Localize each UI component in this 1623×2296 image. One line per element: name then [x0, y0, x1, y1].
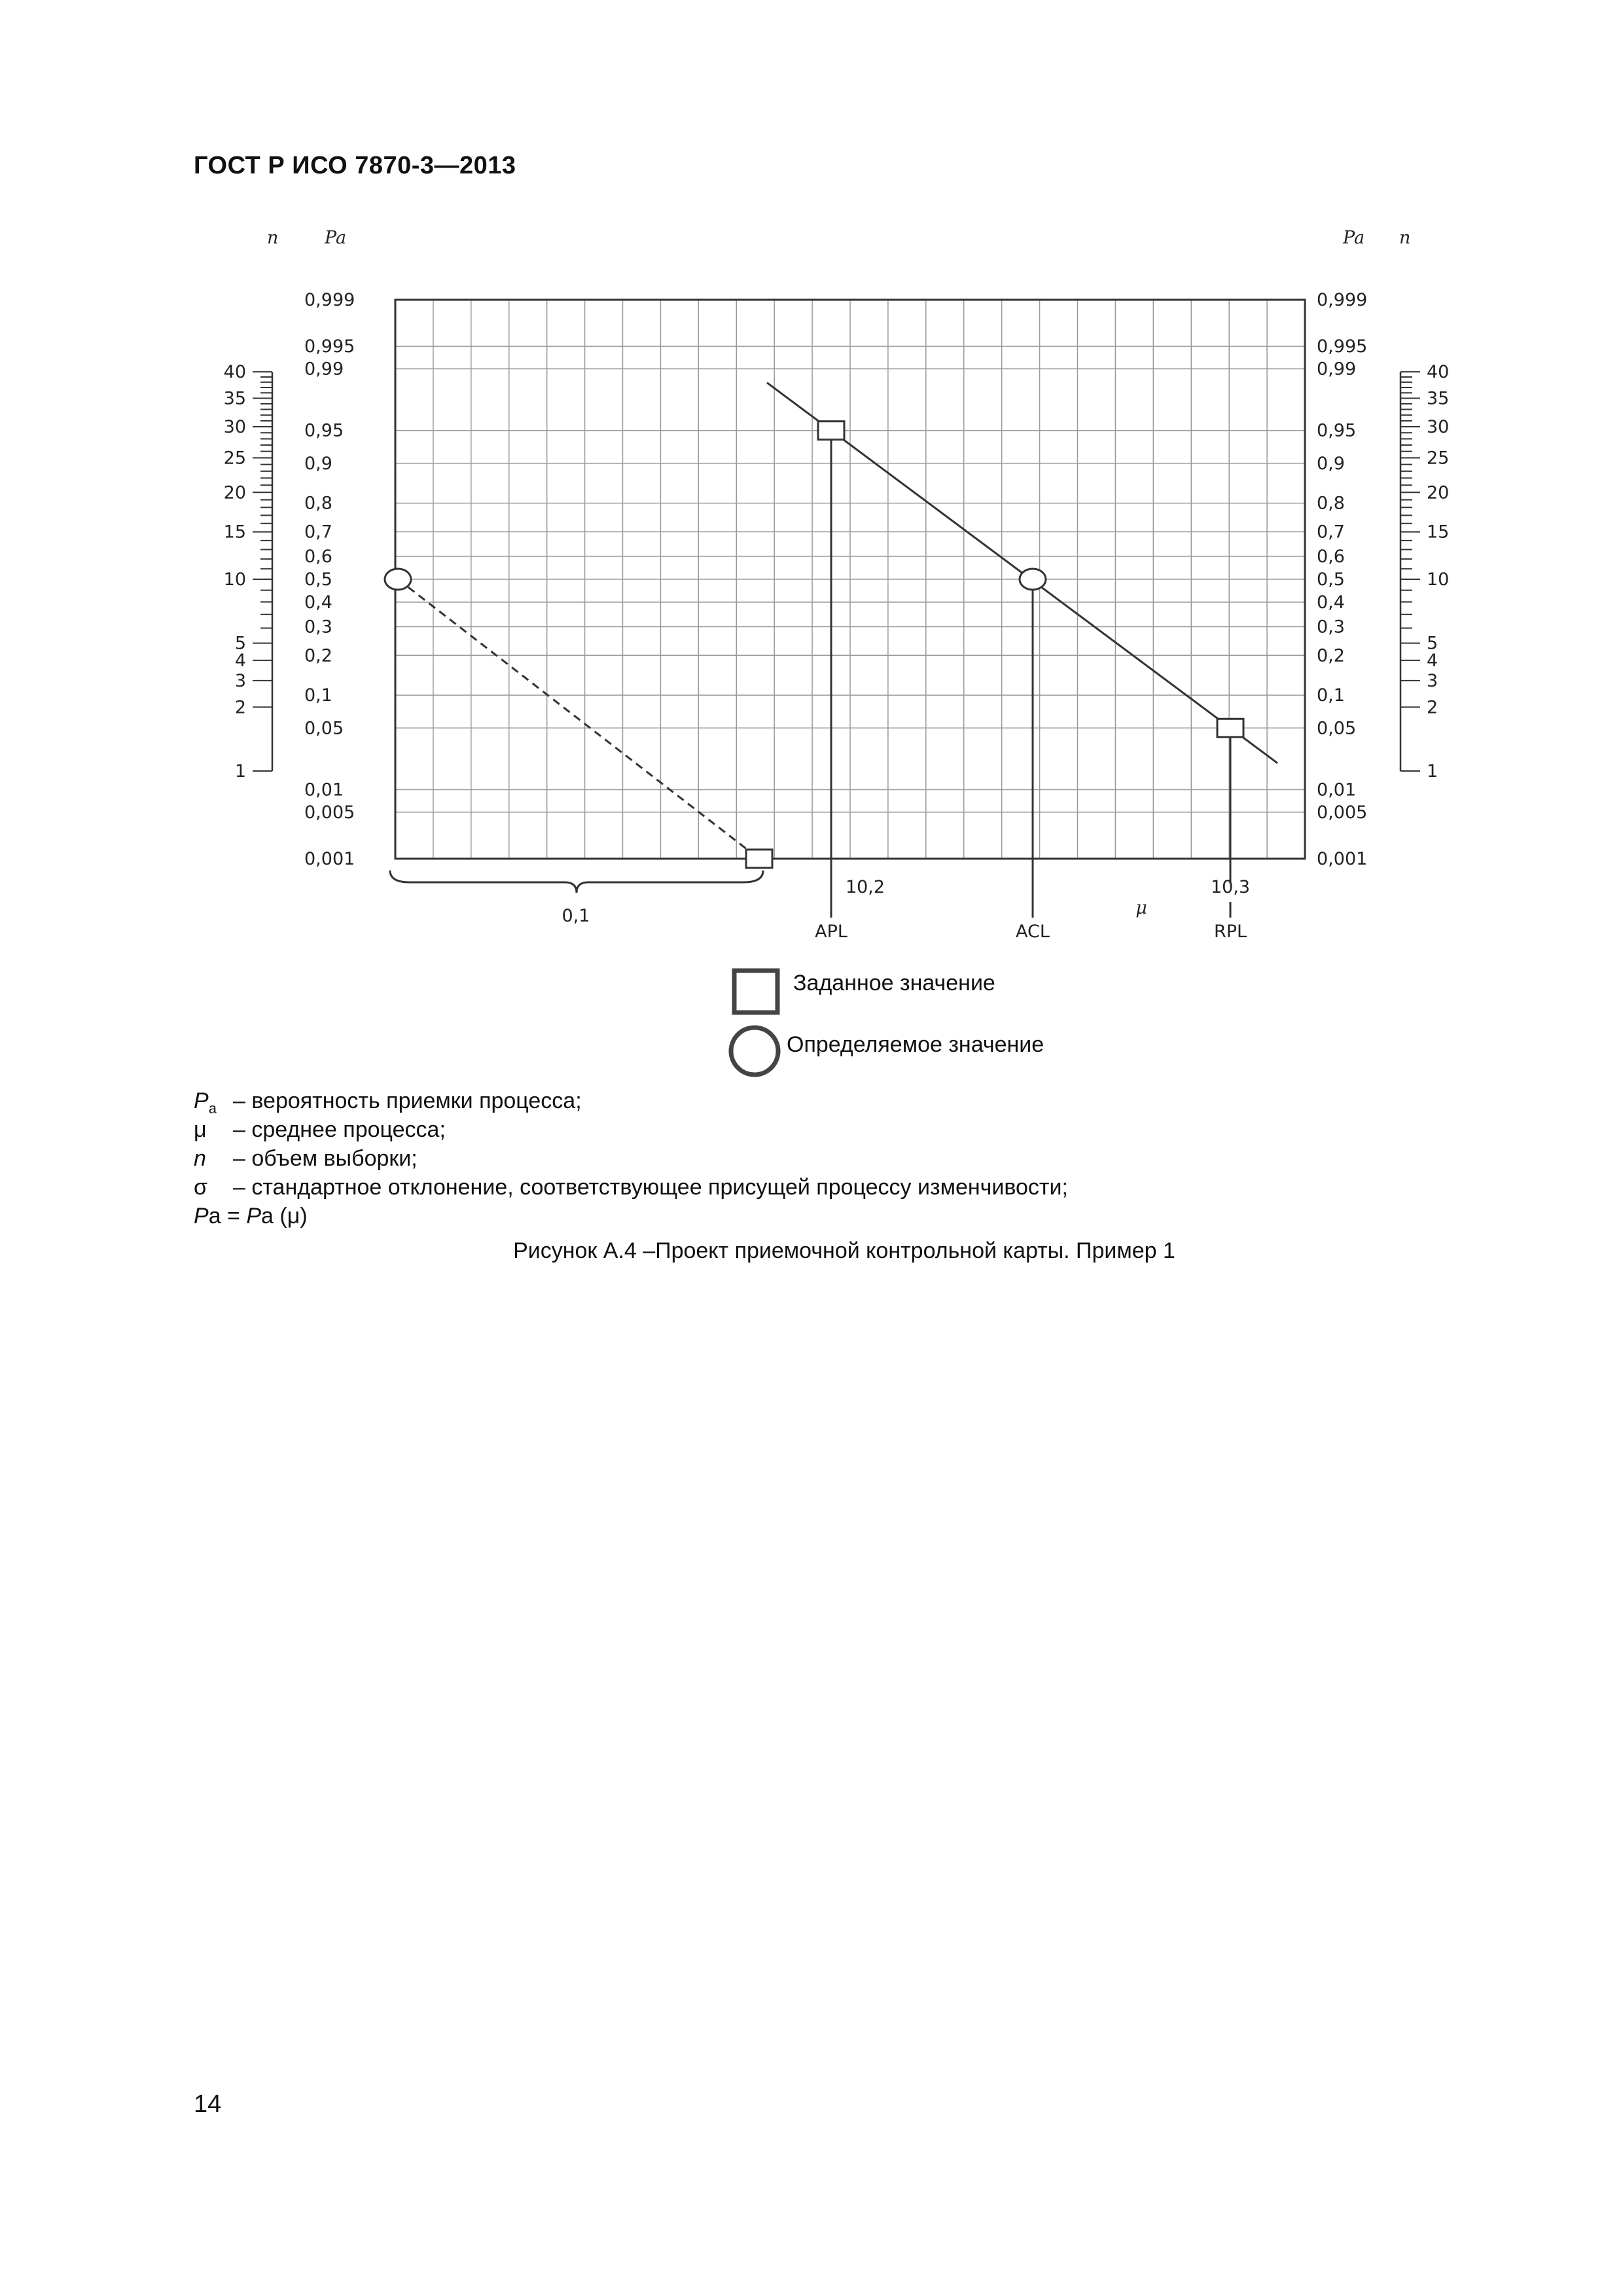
n-tick-label: 30 — [1427, 417, 1450, 438]
pa-tick-label-left: 0,001 — [304, 849, 355, 869]
pa-tick-label-right: 0,2 — [1317, 645, 1345, 666]
pa-tick-label-left: 0,6 — [304, 546, 332, 567]
pa-tick-label-left: 0,995 — [304, 336, 355, 357]
pa-tick-label-right: 0,001 — [1317, 849, 1368, 869]
n-tick-label: 40 — [1427, 362, 1450, 383]
pa-tick-label-right: 0,005 — [1317, 802, 1368, 823]
pa-tick-label-left: 0,5 — [304, 569, 332, 590]
rpl-label: RPL — [1213, 922, 1247, 942]
key-symbol: n — [194, 1146, 206, 1171]
key-item — [194, 1173, 1068, 1202]
mu-axis-label: μ — [1135, 898, 1147, 918]
apl-label: APL — [815, 922, 847, 942]
key-symbol-sub: a — [208, 1100, 217, 1117]
left-pa-axis-label: Pa — [325, 228, 347, 248]
key-item — [194, 1115, 446, 1144]
page-number: 14 — [194, 2090, 222, 2118]
n-tick-label: 35 — [223, 388, 246, 409]
legend-circle-icon — [731, 1028, 778, 1075]
n-tick-label: 5 — [234, 633, 246, 654]
pa-tick-label-left: 0,99 — [304, 359, 344, 380]
formula-rhs-sub: a — [261, 1204, 274, 1229]
pa-tick-label-right: 0,5 — [1317, 569, 1345, 590]
n-tick-label: 2 — [234, 697, 246, 718]
formula-lhs-sub: a — [208, 1204, 221, 1229]
key-symbol: σ — [194, 1175, 207, 1200]
pa-tick-label-left: 0,2 — [304, 645, 332, 666]
n-tick-label: 1 — [1427, 761, 1438, 781]
sigma-marker — [746, 850, 772, 868]
legend-specified-label: Заданное значение — [793, 971, 995, 996]
key-text: – среднее процесса; — [233, 1117, 446, 1142]
key-text: – стандартное отклонение, соответствующее присущей процессу изменчивости; — [233, 1175, 1068, 1200]
pa-tick-label-left: 0,95 — [304, 420, 344, 441]
key-item — [194, 1144, 418, 1173]
pa-tick-label-right: 0,8 — [1317, 493, 1345, 514]
key-text: – объем выборки; — [233, 1146, 418, 1171]
right-n-axis-label: n — [1399, 228, 1411, 248]
sigma-brace — [390, 870, 763, 893]
n-tick-label: 10 — [223, 569, 246, 590]
pa-tick-label-right: 0,4 — [1317, 592, 1345, 613]
right-pa-axis-label: Pa — [1343, 228, 1365, 248]
formula-arg: (μ) — [273, 1204, 308, 1229]
n-tick-label: 15 — [1427, 522, 1450, 543]
n-tick-label: 2 — [1427, 697, 1438, 718]
n-tick-label: 15 — [223, 522, 246, 543]
document-header: ГОСТ Р ИСО 7870-3—2013 — [194, 152, 516, 179]
pa-tick-label-left: 0,999 — [304, 290, 355, 310]
formula-lhs: P — [194, 1204, 209, 1229]
pa-tick-label-left: 0,9 — [304, 453, 332, 474]
pa-tick-label-right: 0,3 — [1317, 617, 1345, 637]
right-n-scale — [1400, 362, 1449, 781]
n-tick-label: 3 — [1427, 670, 1438, 691]
formula-rhs: P — [246, 1204, 262, 1229]
acl-marker — [1020, 569, 1046, 590]
sigma-bracket-label: 0,1 — [562, 906, 590, 926]
legend-square-icon — [734, 971, 777, 1013]
pa-tick-label-left: 0,3 — [304, 617, 332, 637]
pa-tick-label-right: 0,1 — [1317, 685, 1345, 706]
rpl-marker — [1217, 719, 1243, 737]
apl-marker — [818, 422, 844, 440]
pa-tick-label-right: 0,01 — [1317, 780, 1357, 800]
sigma-dashed-line — [398, 579, 759, 859]
key-symbol: P — [194, 1088, 209, 1113]
n-tick-label: 1 — [234, 761, 246, 781]
formula-eq: = — [221, 1204, 247, 1229]
n-tick-label: 5 — [1427, 633, 1438, 654]
acceptance-control-chart — [0, 0, 1623, 1126]
formula — [194, 1202, 308, 1230]
pa-tick-label-right: 0,7 — [1317, 522, 1345, 543]
n-tick-label: 10 — [1427, 569, 1450, 590]
pa-tick-label-left: 0,005 — [304, 802, 355, 823]
mu-value-apl: 10,2 — [845, 877, 885, 897]
n-marker — [385, 569, 411, 590]
pa-tick-label-right: 0,05 — [1317, 718, 1357, 739]
pa-tick-label-right: 0,999 — [1317, 290, 1368, 310]
pa-tick-label-right: 0,995 — [1317, 336, 1368, 357]
chart-grid — [395, 300, 1305, 859]
figure-caption: Рисунок А.4 –Проект приемочной контрольной карты. Пример 1 — [513, 1238, 1175, 1263]
pa-tick-label-right: 0,99 — [1317, 359, 1357, 380]
n-tick-label: 30 — [223, 417, 246, 438]
left-n-scale — [224, 362, 272, 781]
pa-tick-label-right: 0,6 — [1317, 546, 1345, 567]
pa-tick-label-left: 0,7 — [304, 522, 332, 543]
pa-tick-label-left: 0,05 — [304, 718, 344, 739]
pa-tick-label-right: 0,95 — [1317, 420, 1357, 441]
key-text: – вероятность приемки процесса; — [233, 1088, 582, 1113]
pa-tick-label-left: 0,4 — [304, 592, 332, 613]
n-tick-label: 4 — [1427, 650, 1438, 671]
n-tick-label: 25 — [1427, 448, 1450, 469]
n-tick-label: 4 — [234, 650, 246, 671]
key-symbol: μ — [194, 1117, 207, 1142]
mu-value-rpl: 10,3 — [1210, 877, 1251, 897]
n-tick-label: 25 — [223, 448, 246, 469]
n-tick-label: 3 — [234, 670, 246, 691]
n-tick-label: 20 — [223, 482, 246, 503]
pa-tick-label-right: 0,9 — [1317, 453, 1345, 474]
n-tick-label: 20 — [1427, 482, 1450, 503]
left-n-axis-label: n — [267, 228, 279, 248]
n-tick-label: 35 — [1427, 388, 1450, 409]
pa-tick-label-left: 0,8 — [304, 493, 332, 514]
legend-determined-label: Определяемое значение — [787, 1032, 1044, 1057]
pa-tick-label-left: 0,1 — [304, 685, 332, 706]
pa-tick-label-left: 0,01 — [304, 780, 344, 800]
acl-label: ACL — [1016, 922, 1050, 942]
n-tick-label: 40 — [223, 362, 246, 383]
